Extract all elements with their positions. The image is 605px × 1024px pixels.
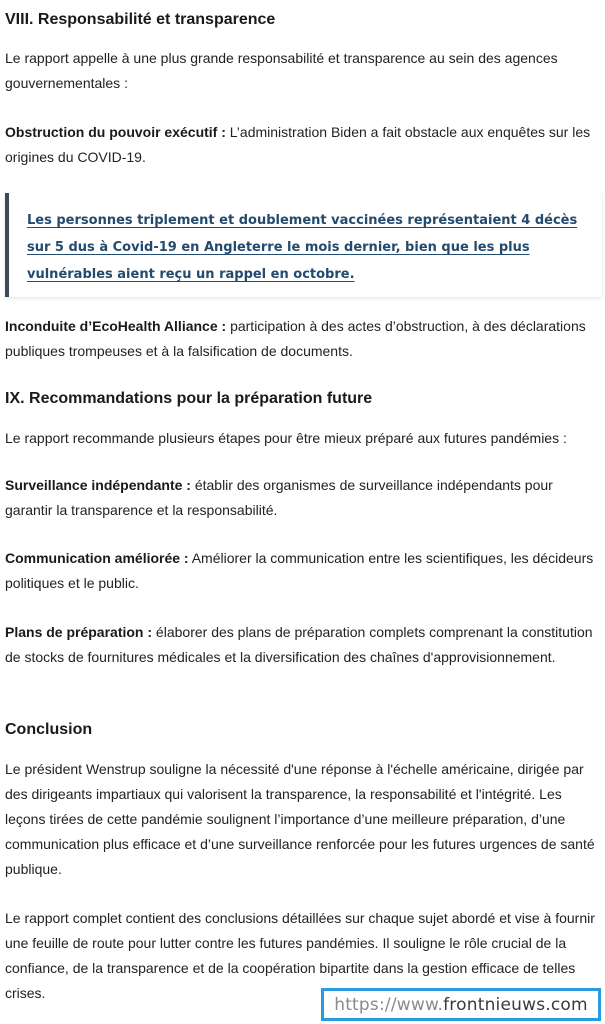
conclusion-paragraph-1: Le président Wenstrup souligne la nécessité d'une réponse à l'échelle américaine, dirigée par des dirigeants impartiaux qui valorisent la transparence, la responsabilité et l'intégrité. Les leçons tirées de cette pandémie soulignent l’importance d’une meilleure préparation, d’une communication plus efficace et d’une surveillance renforcée pour les futures urgences de santé publique. <box>5 761 595 877</box>
section-ix-intro: Le rapport recommande plusieurs étapes pour être mieux préparé aux futures pandémies : <box>5 430 567 446</box>
finding-text: participation à des actes d’obstruction, à des déclarations publiques trompeuses et à la falsification de documents. <box>5 318 586 359</box>
recommendation-label: Plans de préparation : <box>5 624 153 640</box>
watermark-domain: frontnieuws.com <box>443 994 588 1015</box>
recommendation-label: Surveillance indépendante : <box>5 477 191 493</box>
conclusion-heading: Conclusion <box>5 721 93 738</box>
finding-label: Inconduite d’EcoHealth Alliance : <box>5 318 227 334</box>
recommendation-preparedness-plans <box>5 620 595 670</box>
related-article-link[interactable]: Les personnes triplement et doublement vaccinées représentaient 4 décès sur 5 dus à Covid-19 en Angleterre le mois dernier, bien que les plus vulnérables aient reçu un rappel en octobre. <box>27 213 578 282</box>
recommendation-text: Améliorer la communication entre les scientifiques, les décideurs politiques et le public. <box>5 550 594 591</box>
section-viii-intro: Le rapport appelle à une plus grande responsabilité et transparence au sein des agences gouvernementales : <box>5 50 558 91</box>
recommendation-label: Communication améliorée : <box>5 550 189 566</box>
finding-label: Obstruction du pouvoir exécutif : <box>5 124 226 140</box>
finding-ecohealth-misconduct <box>5 314 595 364</box>
conclusion-paragraph-2: Le rapport complet contient des conclusions détaillées sur chaque sujet abordé et vise à fournir une feuille de route pour lutter contre les futures pandémies. Il souligne le rôle crucial de la confiance, de la transparence et de la coopération bipartite dans la gestion efficace de telles crises. <box>5 910 595 1001</box>
site-watermark <box>321 988 601 1021</box>
finding-executive-obstruction <box>5 120 595 170</box>
recommendation-independent-oversight <box>5 473 595 523</box>
recommendation-improved-communication <box>5 546 595 596</box>
section-heading-ix: IX. Recommandations pour la préparation future <box>5 390 373 407</box>
section-heading-viii: VIII. Responsabilité et transparence <box>5 11 276 28</box>
recommendation-text: élaborer des plans de préparation complets comprenant la constitution de stocks de fournitures médicales et la diversification des chaînes d'approvisionnement. <box>5 624 593 665</box>
watermark-prefix: https://www. <box>334 994 444 1015</box>
recommendation-text: établir des organismes de surveillance indépendants pour garantir la transparence et la responsabilité. <box>5 477 553 518</box>
blockquote <box>5 193 602 297</box>
finding-text: L’administration Biden a fait obstacle aux enquêtes sur les origines du COVID-19. <box>5 124 591 165</box>
